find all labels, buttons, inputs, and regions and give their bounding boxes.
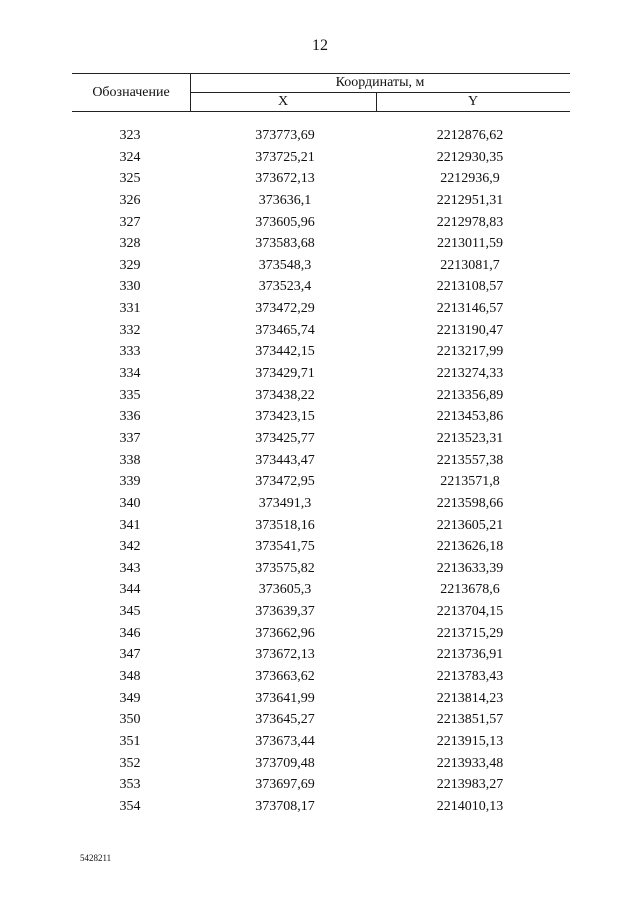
coord-x: 373465,74 (255, 322, 315, 338)
coord-y: 2213933,48 (436, 755, 504, 771)
point-id: 325 (119, 171, 141, 187)
coord-y: 2213011,59 (437, 236, 503, 252)
coord-x: 373423,15 (255, 409, 315, 425)
coord-y: 2213851,57 (436, 712, 504, 728)
coord-x: 373672,13 (255, 647, 315, 663)
point-id: 346 (119, 625, 141, 641)
point-id: 330 (119, 279, 141, 295)
table-row (0, 580, 640, 602)
point-id: 336 (119, 409, 141, 425)
point-id: 328 (119, 236, 141, 252)
coord-x: 373673,44 (255, 733, 315, 749)
coord-x: 373491,3 (258, 495, 312, 511)
coord-y: 2213108,57 (436, 279, 504, 295)
coord-y: 2212876,62 (436, 128, 504, 143)
table-row (0, 710, 640, 732)
coord-x: 373641,99 (255, 690, 315, 706)
table-row (0, 559, 640, 581)
page-number: 12 (312, 37, 328, 54)
coord-y: 2212930,35 (436, 149, 504, 165)
coord-x: 373438,22 (255, 387, 315, 403)
table-row (0, 191, 640, 213)
table-row (0, 645, 640, 667)
table-row (0, 169, 640, 191)
table-row (0, 775, 640, 797)
point-id: 342 (119, 539, 141, 555)
point-id: 347 (119, 647, 141, 663)
coord-y: 2213453,86 (436, 409, 504, 425)
coord-x: 373662,96 (255, 625, 315, 641)
coord-y: 2213626,18 (436, 539, 504, 555)
coord-y: 2213678,6 (440, 582, 500, 598)
coord-y: 2213983,27 (436, 777, 504, 793)
coord-y: 2213571,8 (440, 474, 500, 490)
point-id: 323 (119, 128, 141, 143)
header-mid-rule (190, 92, 570, 93)
document-code: 5428211 (80, 853, 112, 863)
coord-x: 373583,68 (255, 236, 315, 252)
coord-y: 2213146,57 (436, 301, 504, 317)
coord-y: 2213274,33 (436, 366, 504, 382)
table-row (0, 299, 640, 321)
point-id: 335 (119, 387, 141, 403)
coord-x: 373548,3 (258, 257, 312, 273)
coord-x: 373709,48 (255, 755, 315, 771)
coord-y: 2212978,83 (436, 214, 504, 230)
point-id: 351 (119, 733, 141, 749)
coord-x: 373672,13 (255, 171, 315, 187)
coord-x: 373663,62 (255, 669, 315, 685)
table-row (0, 364, 640, 386)
coord-x: 373645,27 (255, 712, 315, 728)
table-row (0, 451, 640, 473)
table-row (0, 602, 640, 624)
coord-x: 373443,47 (255, 452, 315, 468)
coord-y: 2212951,31 (436, 192, 504, 208)
point-id: 348 (119, 669, 141, 685)
point-id: 340 (119, 495, 141, 511)
table-row (0, 407, 640, 429)
coord-y: 2213736,91 (436, 647, 504, 663)
point-id: 333 (119, 344, 141, 360)
header-designation: Обозначение (92, 85, 170, 100)
coord-y: 2213217,99 (436, 344, 504, 360)
point-id: 326 (119, 192, 141, 208)
point-id: 337 (119, 430, 141, 446)
table-row (0, 148, 640, 170)
table-row (0, 342, 640, 364)
point-id: 329 (119, 257, 141, 273)
coord-x: 373429,71 (255, 366, 315, 382)
table-row (0, 732, 640, 754)
coord-x: 373773,69 (255, 128, 315, 143)
coord-x: 373725,21 (255, 149, 315, 165)
coord-x: 373472,95 (255, 474, 315, 490)
coord-x: 373425,77 (255, 430, 315, 446)
table-row (0, 386, 640, 408)
table-row (0, 256, 640, 278)
coord-x: 373541,75 (255, 539, 315, 555)
coord-y: 2213633,39 (436, 560, 504, 576)
coord-x: 373575,82 (255, 560, 315, 576)
point-id: 338 (119, 452, 141, 468)
coord-x: 373518,16 (255, 517, 315, 533)
point-id: 343 (119, 560, 141, 576)
header-bottom-rule (72, 111, 570, 112)
coord-x: 373639,37 (255, 604, 315, 620)
table-row (0, 321, 640, 343)
coord-y: 2213605,21 (436, 517, 504, 533)
coord-y: 2212936,9 (440, 171, 500, 187)
coord-y: 2213704,15 (436, 604, 504, 620)
point-id: 332 (119, 322, 141, 338)
point-id: 334 (119, 366, 141, 382)
table-body (0, 126, 640, 819)
point-id: 353 (119, 777, 141, 793)
coord-x: 373605,3 (258, 582, 312, 598)
point-id: 344 (119, 582, 141, 598)
table-row (0, 277, 640, 299)
coord-x: 373472,29 (255, 301, 315, 317)
table-row (0, 754, 640, 776)
table-row (0, 126, 640, 148)
table-row (0, 797, 640, 819)
table-row (0, 234, 640, 256)
table-row (0, 494, 640, 516)
point-id: 324 (119, 149, 141, 165)
table-row (0, 537, 640, 559)
coord-y: 2213190,47 (436, 322, 504, 338)
header-y: Y (467, 94, 479, 109)
table-row (0, 516, 640, 538)
table-row (0, 472, 640, 494)
coord-y: 2214010,13 (436, 798, 504, 814)
header-top-rule (72, 73, 570, 74)
coord-y: 2213081,7 (440, 257, 500, 273)
coord-y: 2213783,43 (436, 669, 504, 685)
header-coordinates: Координаты, м (335, 75, 425, 90)
point-id: 345 (119, 604, 141, 620)
coord-x: 373708,17 (255, 798, 315, 814)
coord-y: 2213557,38 (436, 452, 504, 468)
coord-y: 2213915,13 (436, 733, 504, 749)
table-row (0, 624, 640, 646)
point-id: 354 (119, 798, 141, 814)
header-x: X (277, 94, 289, 109)
table-row (0, 213, 640, 235)
coord-y: 2213814,23 (436, 690, 504, 706)
coord-y: 2213598,66 (436, 495, 504, 511)
coord-x: 373523,4 (258, 279, 312, 295)
point-id: 339 (119, 474, 141, 490)
coord-x: 373442,15 (255, 344, 315, 360)
point-id: 352 (119, 755, 141, 771)
coord-x: 373605,96 (255, 214, 315, 230)
coord-x: 373636,1 (258, 192, 312, 208)
point-id: 327 (119, 214, 141, 230)
coord-y: 2213356,89 (436, 387, 504, 403)
table-row (0, 689, 640, 711)
point-id: 350 (119, 712, 141, 728)
point-id: 349 (119, 690, 141, 706)
coord-y: 2213715,29 (436, 625, 504, 641)
point-id: 331 (119, 301, 141, 317)
coord-y: 2213523,31 (436, 430, 504, 446)
table-row (0, 667, 640, 689)
coord-x: 373697,69 (255, 777, 315, 793)
point-id: 341 (119, 517, 141, 533)
table-row (0, 429, 640, 451)
